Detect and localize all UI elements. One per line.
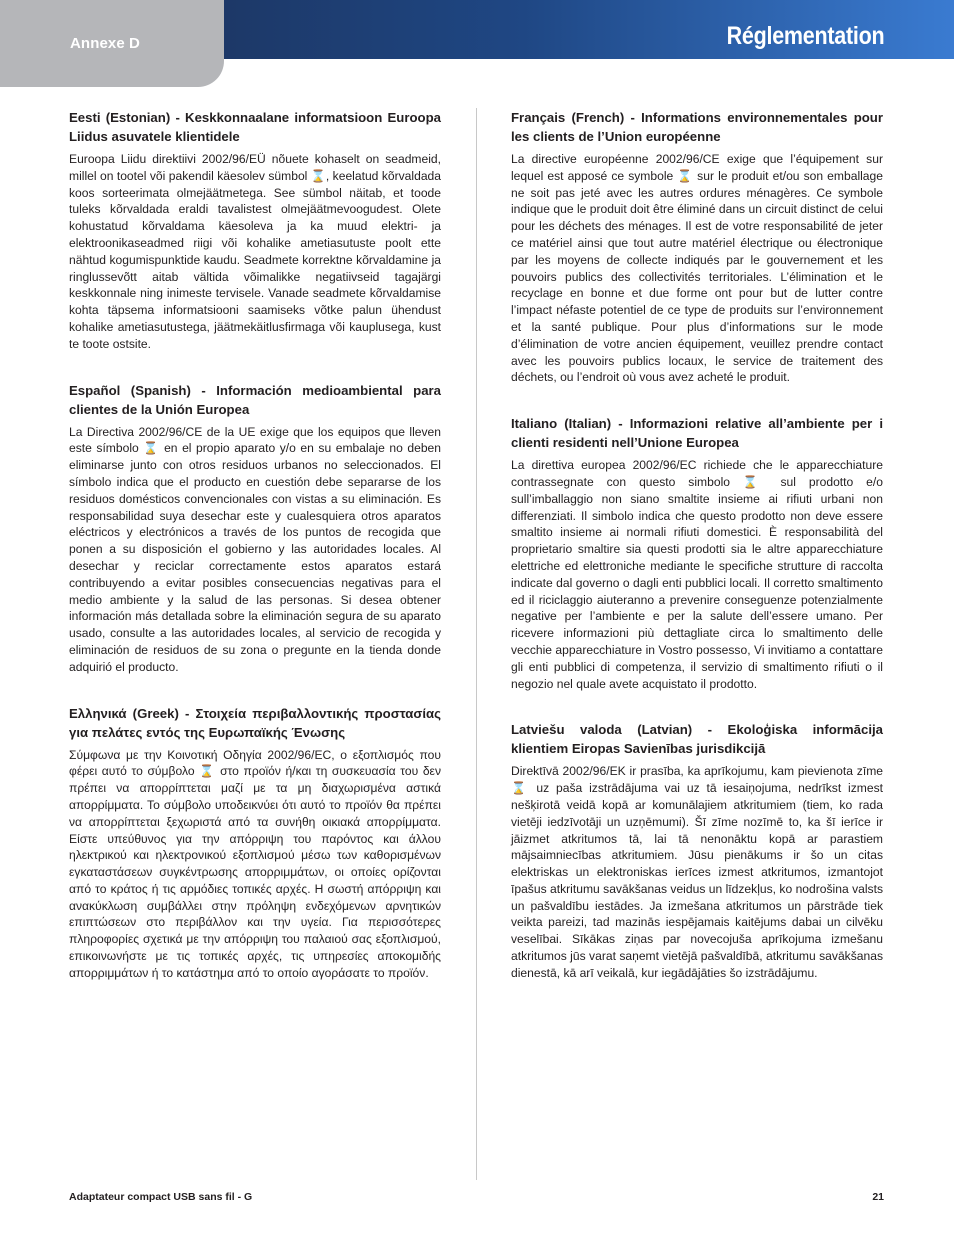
section-heading: Latviešu valoda (Latvian) - Ekoloģiska informācija klientiem Eiropas Savienības jurisdikcijā — [511, 722, 883, 757]
footer-product-name: Adaptateur compact USB sans fil - G — [69, 1191, 253, 1203]
section-body: Direktīvā 2002/96/EK ir prasība, ka aprīkojumu, kam pievienota zīme ⌛ uz paša izstrādājuma vai uz tā iesaiņojuma, nedrīkst izmest nešķirotā veidā kopā ar komunālajiem atkritumiem (tiem, ko rada vietēji iedzīvotāji un uzņēmumi). Šī zīme nozīmē to, ka šī ierīce ir jāizmet atkritumos tā, lai tā nenonāktu kopā ar parastiem mājsaimniecības atkritumiem. Jūsu pienākums ir šo un citas elektriskas un elektroniskas ierīces izmest atkritumos, izmantojot īpašus atkritumu savākšanas veidus un līdzekļus, ko nodrošina valsts un pašvaldību iestādes. Ja izmešana atkritumos un pārstrāde tiek veikta pareizi, tad mazinās iespējamais kaitējums dabai un cilvēku veselībai. Sīkākas ziņas par novecojuša aprīkojuma izmešanu atkritumos jūs varat saņemt vietējā pašvaldībā, atkritumu savākšanas dienestā, kā arī veikalā, kur iegādājāties šo izstrādājumu. — [511, 764, 883, 980]
annex-tab — [0, 0, 224, 87]
section-french — [511, 108, 883, 386]
section-heading: Eesti (Estonian) - Keskkonnaalane informatsioon Euroopa Liidus asuvatele klientidele — [69, 110, 441, 144]
section-heading: Italiano (Italian) - Informazioni relative all’ambiente per i clienti residenti nell’Unione Europea — [511, 416, 883, 451]
section-heading: Français (French) - Informations environnementales pour les clients de l’Union européenne — [511, 110, 883, 144]
section-heading: Español (Spanish) - Información medioambiental para clientes de la Unión Europea — [69, 382, 441, 417]
section-body: Σύμφωνα με την Κοινοτική Οδηγία 2002/96/EC, ο εξοπλισμός που φέρει αυτό το σύμβολο ⌛ στο προϊόν ή/και τη συσκευασία του δεν πρέπει να απορρίπτεται μαζί με τα μη διαχωρισμένα αστικά απορρίμματα. Το σύμβολο υποδεικνύει ότι αυτό το προϊόν θα πρέπει να απορρίπτεται ξεχωριστά από τα συνήθη οικιακά απορρίμματα. Είστε υπεύθυνος για την απόρριψη του παρόντος και άλλου ηλεκτρικού και ηλεκτρονικού εξοπλισμού μέσω των καθορισμένων εγκαταστάσεων συγκέντρωσης απορριμμάτων, οι οποίες ορίζονται από το κράτος ή τις αρμόδιες τοπικές αρχές. Η σωστή απόρριψη και ανακύκλωση συμβάλλει στην πρόληψη ενδεχόμενων αρνητικών επιπτώσεων στο περιβάλλον και την υγεία. Για περισσότερες πληροφορίες σχετικά με την απόρριψη του παλαιού σας εξοπλισμού, επικοινωνήστε με τις τοπικές αρχές, τις υπηρεσίες αποκομιδής απορριμμάτων ή το κατάστημα από το οποίο αγοράσατε το προϊόν. — [69, 747, 441, 980]
section-estonian — [69, 108, 441, 353]
page-title: Réglementation — [726, 22, 884, 50]
footer-page-number: 21 — [872, 1191, 884, 1203]
section-latvian — [511, 720, 883, 981]
annex-label: Annexe D — [70, 35, 140, 52]
section-greek — [69, 704, 441, 982]
left-column — [69, 108, 441, 1010]
section-body: Euroopa Liidu direktiivi 2002/96/EÜ nõuete kohaselt on seadmeid, millel on tootel või pakendil käesolev sümbol ⌛, keelatud kõrvaldada koos sorteerimata olmejäätmetega. See sümbol näitab, et toode tuleks kõrvaldada eraldi tavalistest olmejäätmevoogudest. Olete kohustatud kõrvaldama käesoleva ja ka muud elektri- ja elektroonikaseadmed riigi või kohalike ametiasutuste poolt ette nähtud kogumispunktide kaudu. Seadmete korrektne kõrvaldamine ja ringlussevõtt aitab vältida võimalikke negatiivseid tagajärgi keskkonnale ning inimeste tervisele. Vanade seadmete kõrvaldamise kohta täpsema informatsiooni saamiseks võtke palun ühendust kohalike ametiasutustega, jäätmekäitlusfirmaga või kauplusega, kust te toote ostsite. — [69, 152, 441, 351]
section-heading: Ελληνικά (Greek) - Στοιχεία περιβαλλοντικής προστασίας για πελάτες εντός της Ευρωπαϊκής Ένωσης — [69, 705, 441, 740]
section-spanish — [69, 381, 441, 676]
column-divider — [476, 108, 477, 1180]
right-column — [511, 108, 883, 1010]
section-body: La directive européenne 2002/96/CE exige que l’équipement sur lequel est apposé ce symbole ⌛ sur le produit et/ou son emballage ne soit pas jeté avec les autres ordures ménagères. Ce symbole indique que le produit doit être éliminé dans un circuit distinct de celui pour les déchets des ménages. Il est de votre responsabilité de jeter ce matériel ainsi que tout autre matériel électrique ou électronique par les moyens de collecte indiqués par le gouvernement et les pouvoirs publics des collectivités territoriales. L’élimination et le recyclage en bonne et due forme ont pour but de lutter contre l’impact néfaste potentiel de ce type de produits sur l’environnement et la santé publique. Pour plus d’informations sur le mode d’élimination de votre ancien équipement, veuillez prendre contact avec les pouvoirs publics locaux, le service de traitement des déchets, ou l’endroit où vous avez acheté le produit. — [511, 152, 883, 385]
section-body: La Directiva 2002/96/CE de la UE exige que los equipos que lleven este símbolo ⌛ en el propio aparato y/o en su embalaje no deben eliminarse junto con otros residuos urbanos no seleccionados. El símbolo indica que el producto en cuestión debe separarse de los residuos domésticos convencionales con vistas a su eliminación. Es responsabilidad suya desechar este y cualesquiera otros aparatos eléctricos y electrónicos a través de los puntos de recogida que ponen a su disposición el gobierno y las autoridades locales. Al desechar y reciclar correctamente estos aparatos estará contribuyendo a evitar posibles consecuencias negativas para el medio ambiente y la salud de las personas. Si desea obtener información más detallada sobre la eliminación segura de su aparato usado, consulte a las autoridades locales, al servicio de recogida y eliminación de residuos de su zona o pregunte en la tienda donde adquirió el producto. — [69, 424, 441, 674]
section-body: La direttiva europea 2002/96/EC richiede che le apparecchiature contrassegnate con questo simbolo ⌛ sul prodotto e/o sull’imballaggio non siano smaltite insieme ai rifiuti urbani non differenziati. Il simbolo indica che questo prodotto non deve essere smaltito insieme ai normali rifiuti domestici. È responsabilità del proprietario smaltire sia questi prodotti sia le altre apparecchiature elettriche ed elettroniche mediante le specifiche strutture di raccolta indicate dal governo o dagli enti pubblici locali. Il corretto smaltimento ed il riciclaggio aiuteranno a prevenire conseguenze potenzialmente negative per l’ambiente e per la salute dell’essere umano. Per ricevere informazioni più dettagliate circa lo smaltimento delle vecchie apparecchiature in Vostro possesso, Vi invitiamo a contattare gli enti pubblici di competenza, il servizio di smaltimento rifiuti o il negozio nel quale avete acquistato il prodotto. — [511, 458, 883, 691]
section-italian — [511, 414, 883, 692]
